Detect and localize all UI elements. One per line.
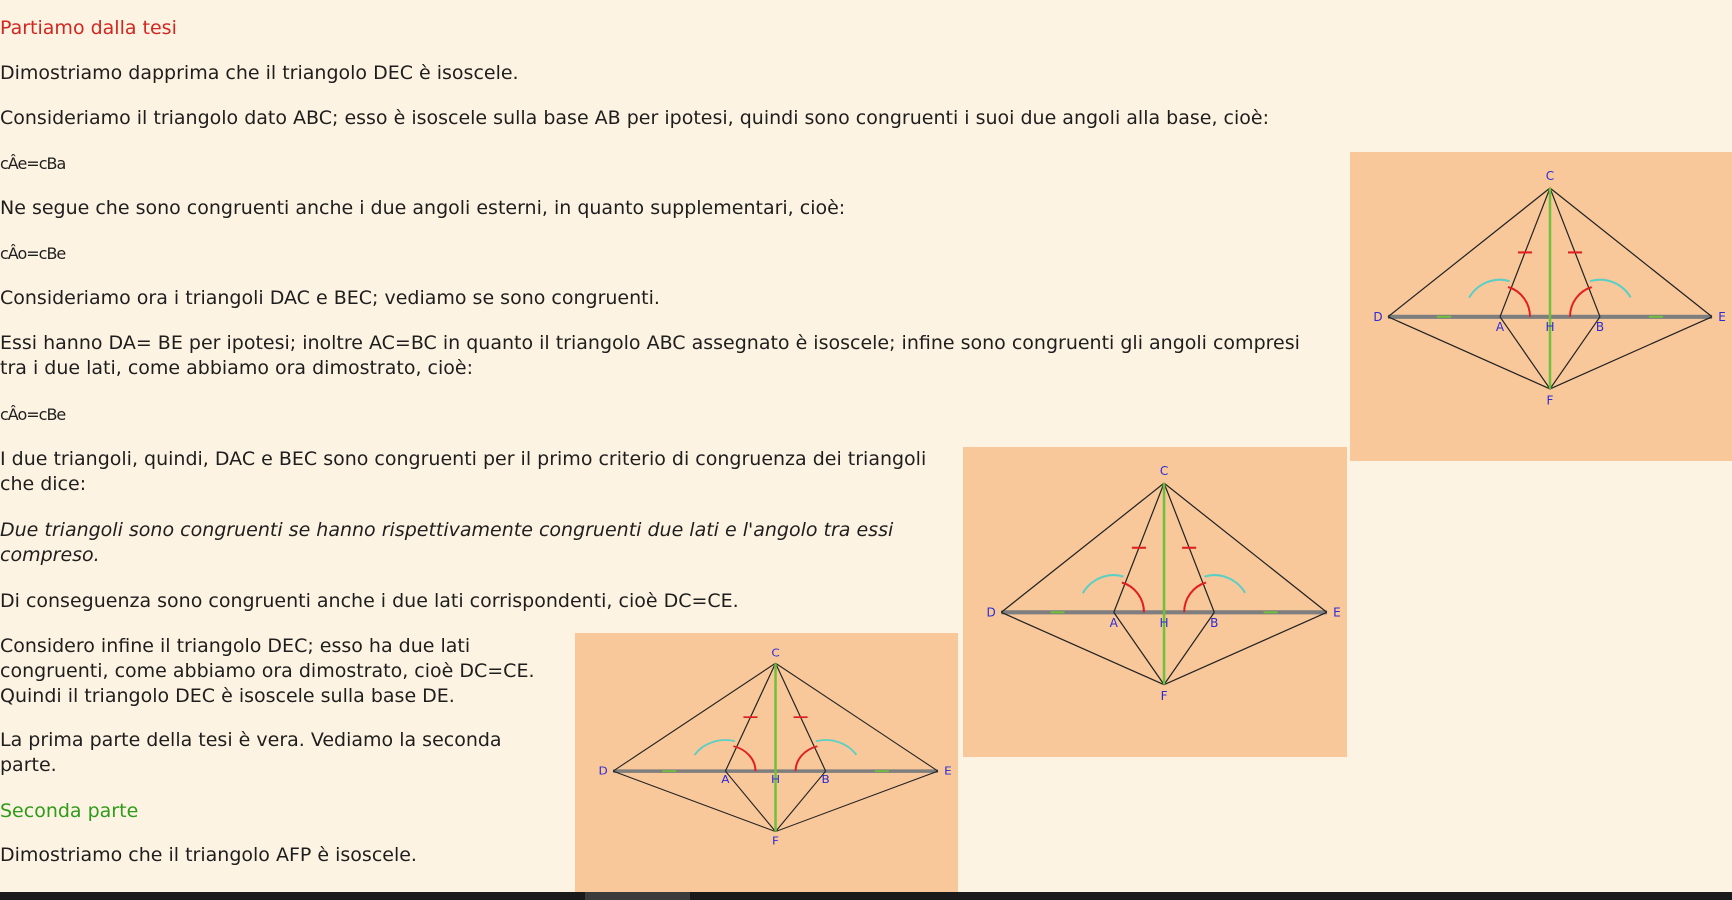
heading-thesis: Partiamo dalla tesi [0,17,177,39]
paragraph-first-criterion: I due triangoli, quindi, DAC e BEC sono congruenti per il primo criterio di congruenza dei triangoli che dice: [0,448,927,495]
label-b: B [1595,320,1605,335]
angle-arc-b-outer [1590,280,1631,298]
paragraph-triangle-abc: Consideriamo il triangolo dato ABC; esso è isoscele sulla base AB per ipotesi, quindi sono congruenti i suoi due angoli alla base, cioè: [0,107,1269,129]
label-c: C [771,647,780,660]
figure-triangle-3 [575,633,958,892]
angle-arc-a-outer [694,740,735,755]
paragraph-first-part-true: La prima parte della tesi è vera. Vediamo la seconda parte. [0,729,502,776]
angle-arc-b-outer [1204,575,1245,593]
window-bottom-bar [0,892,1732,900]
label-e: E [1333,605,1341,620]
scrollbar-thumb[interactable] [585,892,690,900]
angle-arc-b-outer [816,740,857,755]
label-h: H [1545,320,1555,335]
figure-triangle-1 [1350,152,1732,461]
angle-arc-b-inner [796,746,818,771]
label-e: E [1718,309,1726,324]
paragraph-triangle-afp: Dimostriamo che il triangolo AFP è isoscele. [0,844,417,866]
figure-triangle-2 [963,447,1347,757]
label-f: F [1160,689,1168,704]
label-d: D [598,765,608,778]
label-a: A [1109,615,1118,630]
label-f: F [1546,393,1554,408]
heading-second-part: Seconda parte [0,800,139,822]
angle-arc-a-inner [1122,582,1144,612]
paragraph-consequence: Di conseguenza sono congruenti anche i due lati corrispondenti, cioè DC=CE. [0,590,739,612]
formula-included-angles: cÂo=cBe [0,405,66,424]
paragraph-triangles-dac-bec: Consideriamo ora i triangoli DAC e BEC; vediamo se sono congruenti. [0,287,660,309]
formula-external-angles: cÂo=cBe [0,244,66,263]
label-d: D [986,605,996,620]
formula-base-angles: cÂe=cBa [0,154,66,173]
triangle-construction [575,633,958,892]
label-f: F [772,835,779,848]
paragraph-dec-isosceles: Considero infine il triangolo DEC; esso ha due lati congruenti, come abbiamo ora dimostrato, cioè DC=CE. Quindi il triangolo DEC è isoscele sulla base DE. [0,635,535,707]
angle-arc-a-inner [733,746,755,771]
angle-arc-a-outer [1083,575,1124,593]
label-c: C [1545,168,1555,183]
quote-criterion: Due triangoli sono congruenti se hanno rispettivamente congruenti due lati e l'angolo tra essi compreso. [0,519,894,566]
label-d: D [1373,309,1383,324]
paragraph-external-angles: Ne segue che sono congruenti anche i due angoli esterni, in quanto supplementari, cioè: [0,197,846,219]
angle-arc-b-inner [1184,583,1206,613]
label-h: H [1159,615,1169,630]
angle-arc-b-inner [1570,287,1592,317]
label-h: H [771,773,781,786]
label-b: B [821,773,830,786]
angle-arc-a-outer [1469,280,1509,298]
paragraph-intro: Dimostriamo dapprima che il triangolo DEC è isoscele. [0,62,519,84]
label-b: B [1210,615,1219,630]
label-a: A [721,773,730,786]
angle-arc-a-inner [1508,287,1530,317]
triangle-construction [1350,152,1732,461]
label-c: C [1159,463,1169,478]
triangle-construction [963,447,1347,757]
label-e: E [944,765,952,778]
label-a: A [1495,320,1505,335]
paragraph-congruence-argument: Essi hanno DA= BE per ipotesi; inoltre AC=BC in quanto il triangolo ABC assegnato è isoscele; infine sono congruenti gli angoli compresi tra i due lati, come abbiamo ora dimostrato, cioè: [0,332,1300,379]
